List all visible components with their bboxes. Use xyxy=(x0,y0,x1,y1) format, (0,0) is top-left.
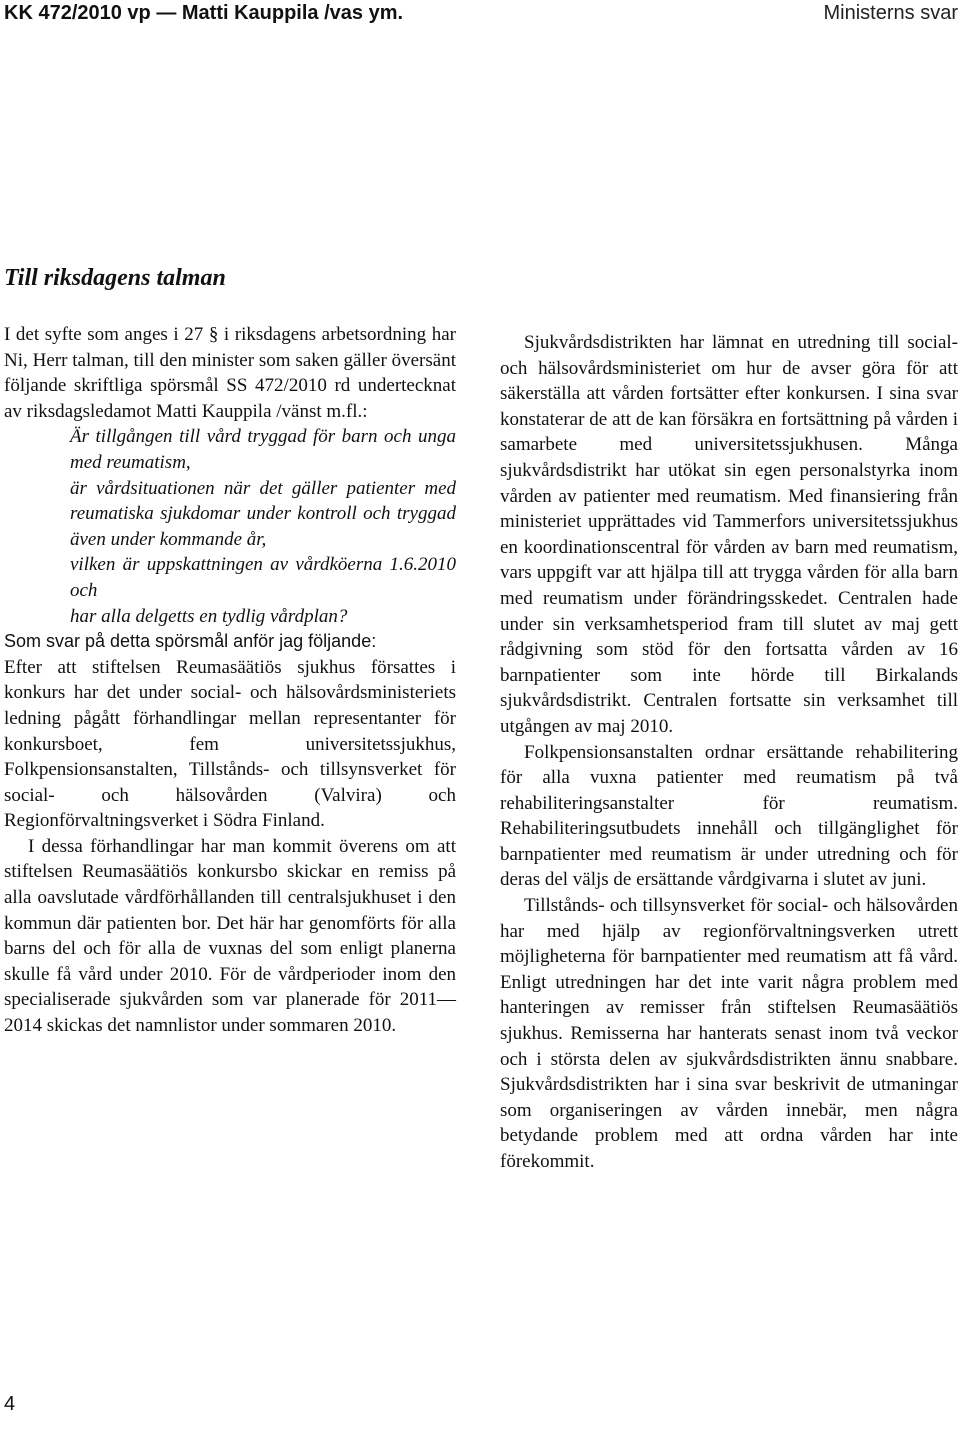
body-paragraph: I dessa förhandlingar har man kommit överens om att stiftelsen Reumasäätiös konkursbo skickar en remiss på alla oavslutade vårdförhållanden till centralsjukhuset i den kommun där patienten bor. Det här har genomförts för alla barns del och för alla de vuxnas del som enligt planerna skulle få vård under 2010. För de vårdperioder inom den specialiserade sjukvården som var planerade för 2011—2014 skickas det namnlistor under sommaren 2010. xyxy=(4,835,456,1037)
running-header xyxy=(0,0,960,26)
body-paragraph: Sjukvårdsdistrikten har lämnat en utredning till social- och hälsovårdsministeriet om hur de avser göra för att säkerställa att vården fortsätter efter konkursen. I sina svar konstaterar de att de kan försäkra en fortsättning på vården i samarbete med universitetssjukhusen. Många sjukvårdsdistrikt har utökat sin egen personalstyrka inom vården av patienter med reumatism. Med finansiering från ministeriet upprättades vid Tammerfors universitetssjukhus en koordinationscentral för vården av barn med reumatism, vars uppgift var att hjälpa till att trygga vården för alla barn med reumatism under förändringsskedet. Centralen hade under sin verksamhetsperiod fram till slutet av maj gett rådgivning som stöd för den fortsatta vården av 16 barnpatienter som inte hörde till Birkalands sjukvårdsdistrikt. Centralen fortsatte sin verksamhet till utgången av maj 2010. xyxy=(500,332,958,737)
body-paragraph: Folkpensionsanstalten ordnar ersättande rehabilitering för alla vuxna patienter med reumatism på två rehabiliteringsanstalter för reumatism. Rehabiliteringsutbudets innehåll och tillgänglighet för barnpatienter med reumatism är under utredning och för deras del väljs de ersättande vårdgivarna i slutet av juni. xyxy=(500,741,958,891)
answer-intro: Som svar på detta spörsmål anför jag följande: xyxy=(4,631,377,652)
question-1: Är tillgången till vård tryggad för barn och unga med reumatism, xyxy=(70,426,456,473)
right-column xyxy=(500,330,958,1175)
question-4: har alla delgetts en tydlig vårdplan? xyxy=(70,605,348,627)
intro-paragraph: I det syfte som anges i 27 § i riksdagens arbetsordning har Ni, Herr talman, till den minister som saken gäller översänt följande skriftliga spörsmål SS 472/2010 rd undertecknat av riksdagsledamot Matti Kauppila /vänst m.fl.: xyxy=(4,324,456,422)
document-reference: KK 472/2010 vp — Matti Kauppila /vas ym. xyxy=(4,2,404,24)
page-number: 4 xyxy=(4,1393,16,1415)
question-2: är vårdsituationen när det gäller patienter med reumatiska sjukdomar under kontroll och tryggad även under kommande år, xyxy=(70,477,456,550)
question-3: vilken är uppskattningen av vårdköerna 1.6.2010 och xyxy=(70,554,456,601)
document-section: Ministerns svar xyxy=(823,2,958,24)
page-title: Till riksdagens talman xyxy=(4,265,226,291)
body-paragraph: Efter att stiftelsen Reumasäätiös sjukhus försattes i konkurs har det under social- och hälsovårdsministeriets ledning pågått förhandlingar mellan representanter för konkursboet, fem universitetssjukhus, Folkpensionsanstalten, Tillstånds- och tillsynsverket för social- och hälsovården (Valvira) och Regionförvaltningsverket i Södra Finland. xyxy=(4,656,456,832)
left-column xyxy=(4,322,456,1039)
body-paragraph: Tillstånds- och tillsynsverket för social- och hälsovården har med hjälp av regionförvaltningsverken utrett möjligheterna för barnpatienter med reumatism att få vård. Enligt utredningen har det inte varit några problem med hanteringen av remisser från stiftelsen Reumasäätiös sjukhus. Remisserna har hanterats senast inom två veckor och i största delen av sjukvårdsdistrikten ännu snabbare. Sjukvårdsdistrikten har i sina svar beskrivit de utmaningar som organiseringen av vården innebär, men några betydande problem med att ordna vården har inte förekommit. xyxy=(500,895,958,1172)
